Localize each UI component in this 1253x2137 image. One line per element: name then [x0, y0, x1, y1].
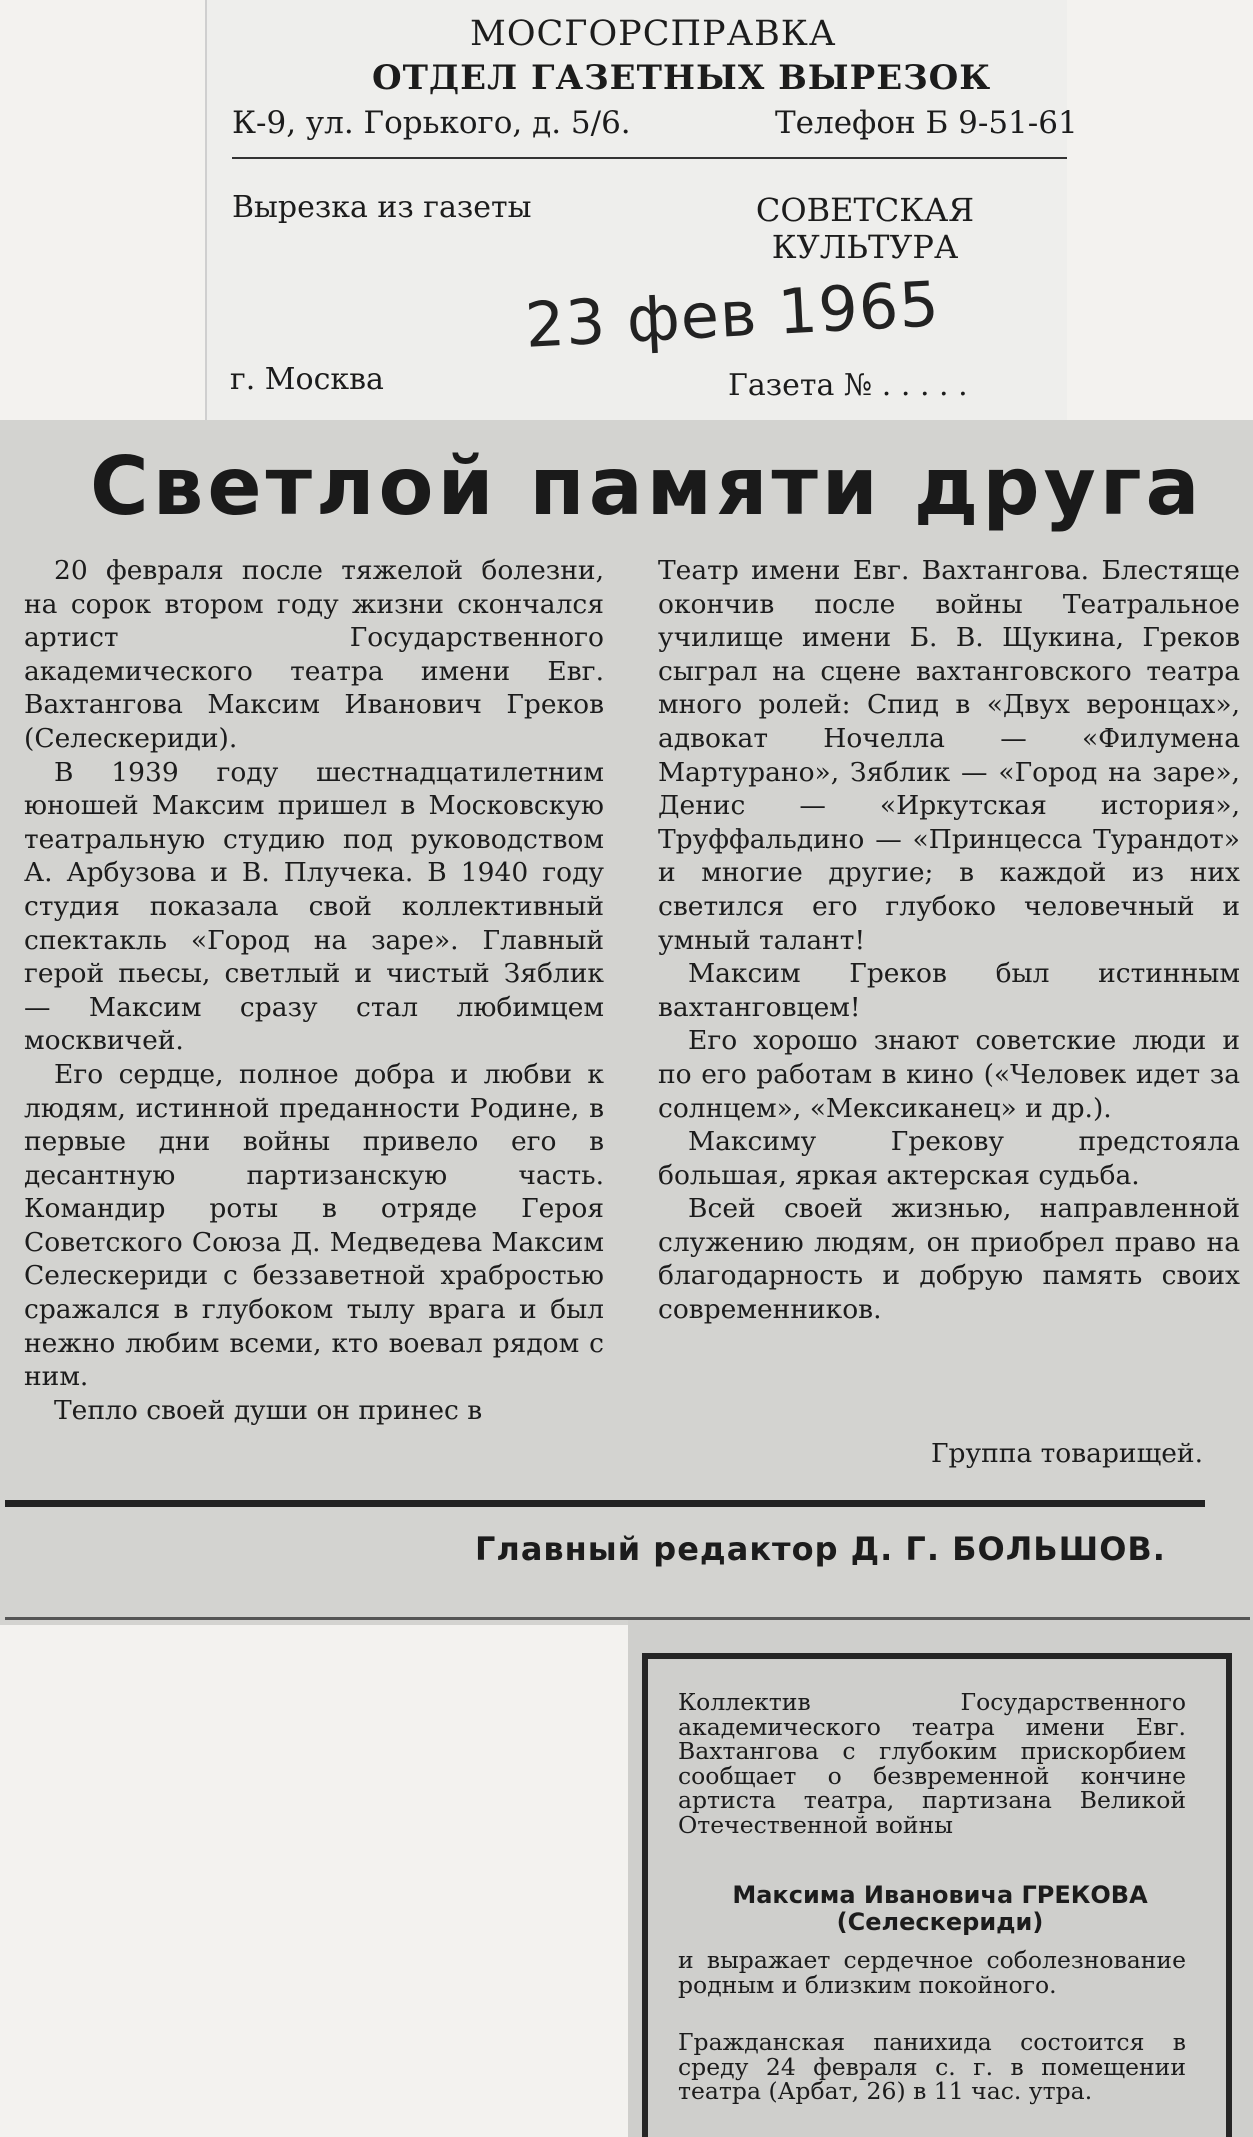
article-paragraph: Всей своей жизнью, направленной служению людям, он приобрел право на благодарность и добрую память своих современников. — [658, 1193, 1240, 1326]
service-org-name: МОСГОРСПРАВКА — [470, 14, 837, 54]
article-signature: Группа товарищей. — [930, 1438, 1203, 1469]
article-paragraph: Его сердце, полное добра и любви к людям, истинной преданности Родине, в первые дни войны привело его в десантную партизанскую часть. Командир роты в отряде Героя Советского Союза Д. Медведева Максим Селескериди с беззаветной храбростью сражался в глубоком тылу врага и был нежно любим всеми, кто воевал рядом с ним. — [24, 1058, 604, 1393]
editor-line: Главный редактор Д. Г. БОЛЬШОВ. — [475, 1530, 1166, 1568]
article-paragraph: 20 февраля после тяжелой болезни, на сорок втором году жизни скончался артист Государственного академического театра имени Евг. Вахтангова Максим Иванович Греков (Селескериди). — [24, 555, 604, 754]
notice-name-line2: (Селескериди) — [836, 1908, 1044, 1936]
clipping-label: Вырезка из газеты — [232, 190, 532, 225]
service-phone: Телефон Б 9-51-61 — [775, 105, 1078, 141]
article-paragraph: Театр имени Евг. Вахтангова. Блестяще окончив после войны Театральное училище имени Б. В. Щукина, Греков сыграл на сцене вахтанговского театра много ролей: Спид в «Двух веронцах», адвокат Ночелла — «Филумена Мартурано», Зяблик — «Город на заре», Денис — «Иркутская история», Труффальдино — «Принцесса Турандот» и многие другие; в каждой из них светился его глубоко человечный и умный талант! — [658, 555, 1240, 956]
article-paragraph: Его хорошо знают советские люди и по его работам в кино («Человек идет за солнцем», «Мексиканец» и др.). — [658, 1025, 1240, 1124]
thick-rule — [5, 1500, 1205, 1507]
notice-intro: Коллектив Государственного академического театра имени Евг. Вахтангова с глубоким прискорбием сообщает о безвременной кончине артиста театра, партизана Великой Отечественной войны — [678, 1688, 1186, 1839]
article-headline: Светлой памяти друга — [90, 440, 1204, 533]
article-column-left — [24, 554, 604, 1427]
city-label: г. Москва — [230, 362, 384, 397]
newspaper-name-line2: КУЛЬТУРА — [771, 228, 959, 266]
stamped-date: 23 фев 1965 — [523, 267, 942, 362]
newspaper-name-line1: СОВЕТСКАЯ — [755, 191, 975, 229]
slip-divider — [232, 157, 1067, 159]
notice-funeral-info: Гражданская панихида состоится в среду 24 февраля с. г. в помещении театра (Арбат, 26) в 11 час. утра. — [678, 2028, 1186, 2105]
newspaper-name — [720, 192, 1010, 266]
newspaper-number: Газета № . . . . . — [728, 368, 968, 403]
article-paragraph: Максим Греков был истинным вахтанговцем! — [658, 958, 1240, 1023]
service-dept-name: ОТДЕЛ ГАЗЕТНЫХ ВЫРЕЗОК — [372, 58, 992, 98]
article-paragraph: Максиму Грекову предстояла большая, яркая актерская судьба. — [658, 1126, 1240, 1191]
article-paragraph: Тепло своей души он принес в — [54, 1394, 483, 1426]
article-column-right — [658, 554, 1240, 1327]
notice-name-line1: Максима Ивановича ГРЕКОВА — [732, 1881, 1148, 1909]
notice-condolence: и выражает сердечное соболезнование родным и близким покойного. — [678, 1946, 1186, 1999]
service-address: К-9, ул. Горького, д. 5/6. — [232, 105, 631, 141]
notice-deceased-name — [660, 1882, 1220, 1936]
article-paragraph: В 1939 году шестнадцатилетним юношей Максим пришел в Московскую театральную студию под руководством А. Арбузова и В. Плучека. В 1940 году студия показала свой коллективный спектакль «Город на заре». Главный герой пьесы, светлый и чистый Зяблик — Максим сразу стал любимцем москвичей. — [24, 756, 604, 1057]
